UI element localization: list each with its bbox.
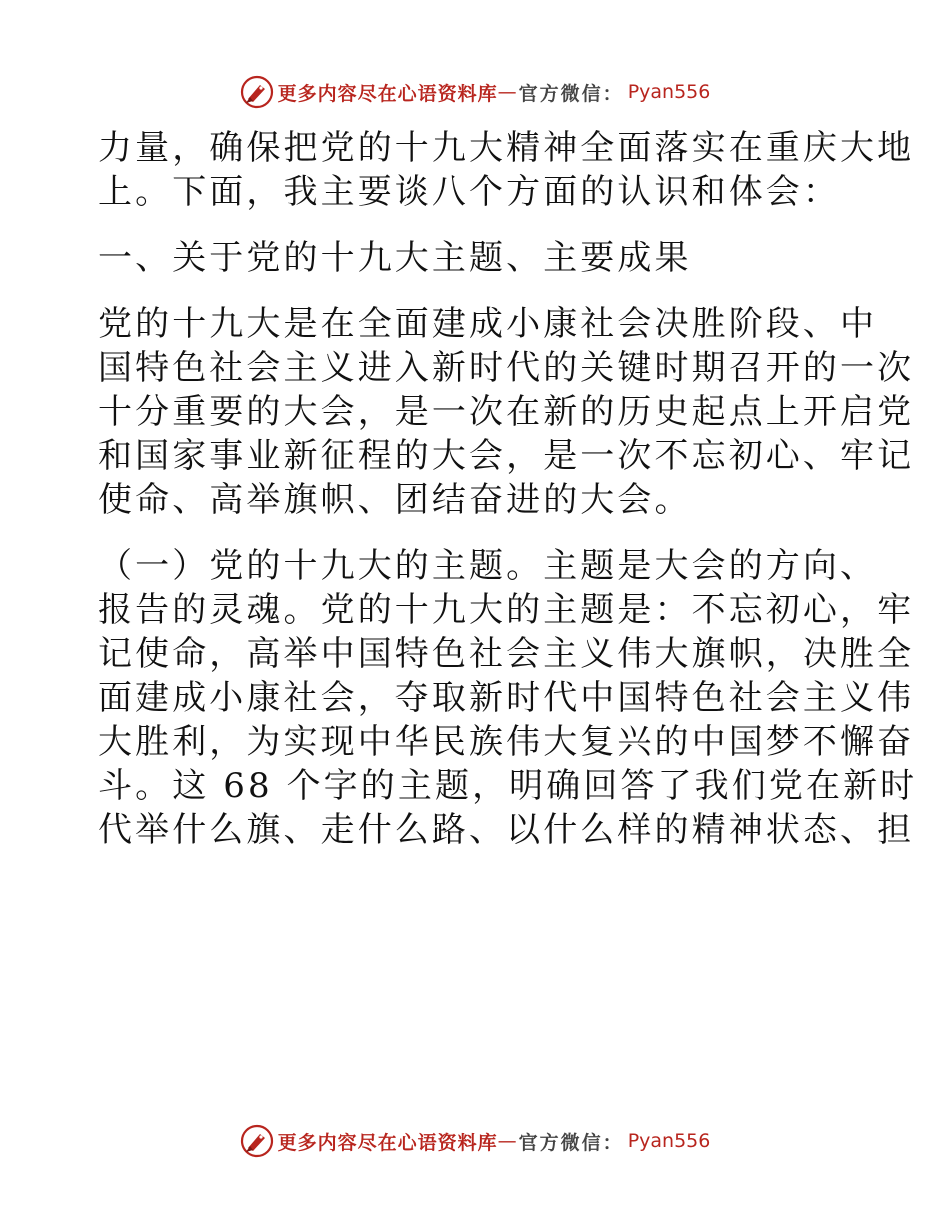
paragraph-3 <box>98 544 918 852</box>
text-line: 使命、高举旗帜、团结奋进的大会。 <box>98 480 692 520</box>
text-line: 国特色社会主义进入新时代的关键时期召开的一次 <box>98 348 915 388</box>
section-heading <box>98 236 854 280</box>
text-line: 上。下面，我主要谈八个方面的认识和体会： <box>98 172 840 212</box>
banner-wechat-id: Pyan556 <box>627 81 711 103</box>
paragraph-2 <box>98 302 915 522</box>
text-line: 党的十九大是在全面建成小康社会决胜阶段、中 <box>98 304 878 344</box>
text-line: 斗。这 68 个字的主题，明确回答了我们党在新时 <box>98 766 918 806</box>
heading-text: 一、关于党的十九大主题、主要成果 <box>98 238 692 278</box>
banner-label: 官方微信： <box>518 1131 624 1154</box>
text-line: 和国家事业新征程的大会，是一次不忘初心、牢记 <box>98 436 915 476</box>
banner-dash: — <box>497 1130 517 1152</box>
header-banner <box>0 72 950 112</box>
text-line: 大胜利，为实现中华民族伟大复兴的中国梦不懈奋 <box>98 722 915 762</box>
banner-label: 官方微信： <box>518 82 624 105</box>
text-line: 十分重要的大会，是一次在新的历史起点上开启党 <box>98 392 915 432</box>
text-line: （一）党的十九大的主题。主题是大会的方向、 <box>98 546 878 586</box>
text-line: 代举什么旗、走什么路、以什么样的精神状态、担 <box>98 810 915 850</box>
banner-text: 更多内容尽在心语资料库 <box>277 82 498 105</box>
banner-dash: — <box>497 81 517 103</box>
pen-nib-logo-icon <box>240 1124 274 1158</box>
document-body <box>98 126 918 852</box>
text-line: 力量，确保把党的十九大精神全面落实在重庆大地 <box>98 128 915 168</box>
text-line: 面建成小康社会，夺取新时代中国特色社会主义伟 <box>98 678 915 718</box>
banner-wechat-id: Pyan556 <box>627 1130 711 1152</box>
paragraph-1 <box>98 126 915 214</box>
banner-text: 更多内容尽在心语资料库 <box>277 1131 498 1154</box>
text-line: 记使命，高举中国特色社会主义伟大旗帜，决胜全 <box>98 634 915 674</box>
pen-nib-logo-icon <box>240 75 274 109</box>
footer-banner <box>0 1121 950 1161</box>
text-line: 报告的灵魂。党的十九大的主题是：不忘初心，牢 <box>98 590 915 630</box>
